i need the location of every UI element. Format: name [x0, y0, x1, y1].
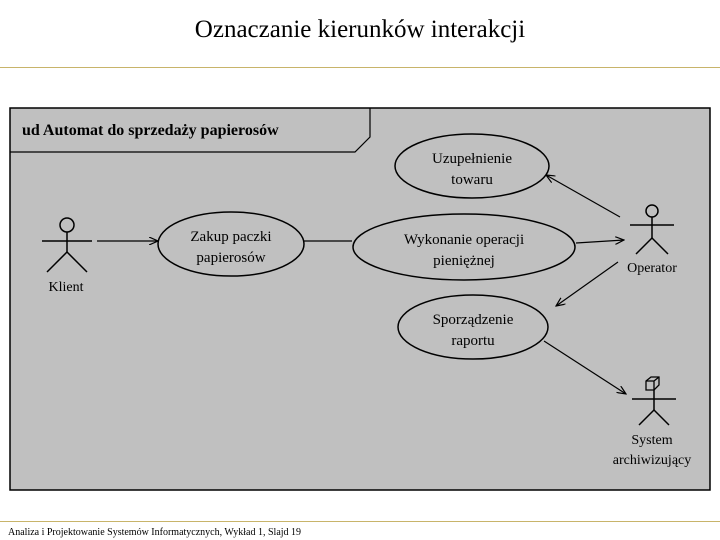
use-case-label: Sporządzenie — [432, 312, 514, 328]
use-case-wykonanie — [353, 214, 575, 280]
footer-divider — [0, 521, 720, 522]
slide-title: Oznaczanie kierunków interakcji — [194, 16, 526, 43]
slide-footer: Analiza i Projektowanie Systemów Informatycznych, Wykład 1, Slajd 19 — [8, 527, 302, 538]
use-case-label: Wykonanie operacji — [403, 232, 525, 248]
use-case-label: Zakup paczki — [190, 229, 272, 245]
use-case-label: raportu — [451, 333, 495, 349]
frame-title: ud Automat do sprzedaży papierosów — [22, 122, 279, 139]
diagram-frame — [10, 108, 710, 490]
use-case-zakup — [158, 212, 304, 276]
actor-label-system: archiwizujący — [612, 453, 692, 468]
use-case-label: towaru — [451, 172, 493, 188]
use-case-label: Uzupełnienie — [432, 151, 512, 167]
use-case-sporzadzenie — [398, 295, 548, 359]
actor-label-klient: Klient — [48, 280, 84, 295]
use-case-label: pieniężnej — [433, 253, 495, 269]
use-case-label: papierosów — [196, 250, 266, 266]
actor-label-system: System — [631, 433, 673, 448]
actor-label-operator: Operator — [627, 261, 677, 276]
use-case-uzupelnienie — [395, 134, 549, 198]
